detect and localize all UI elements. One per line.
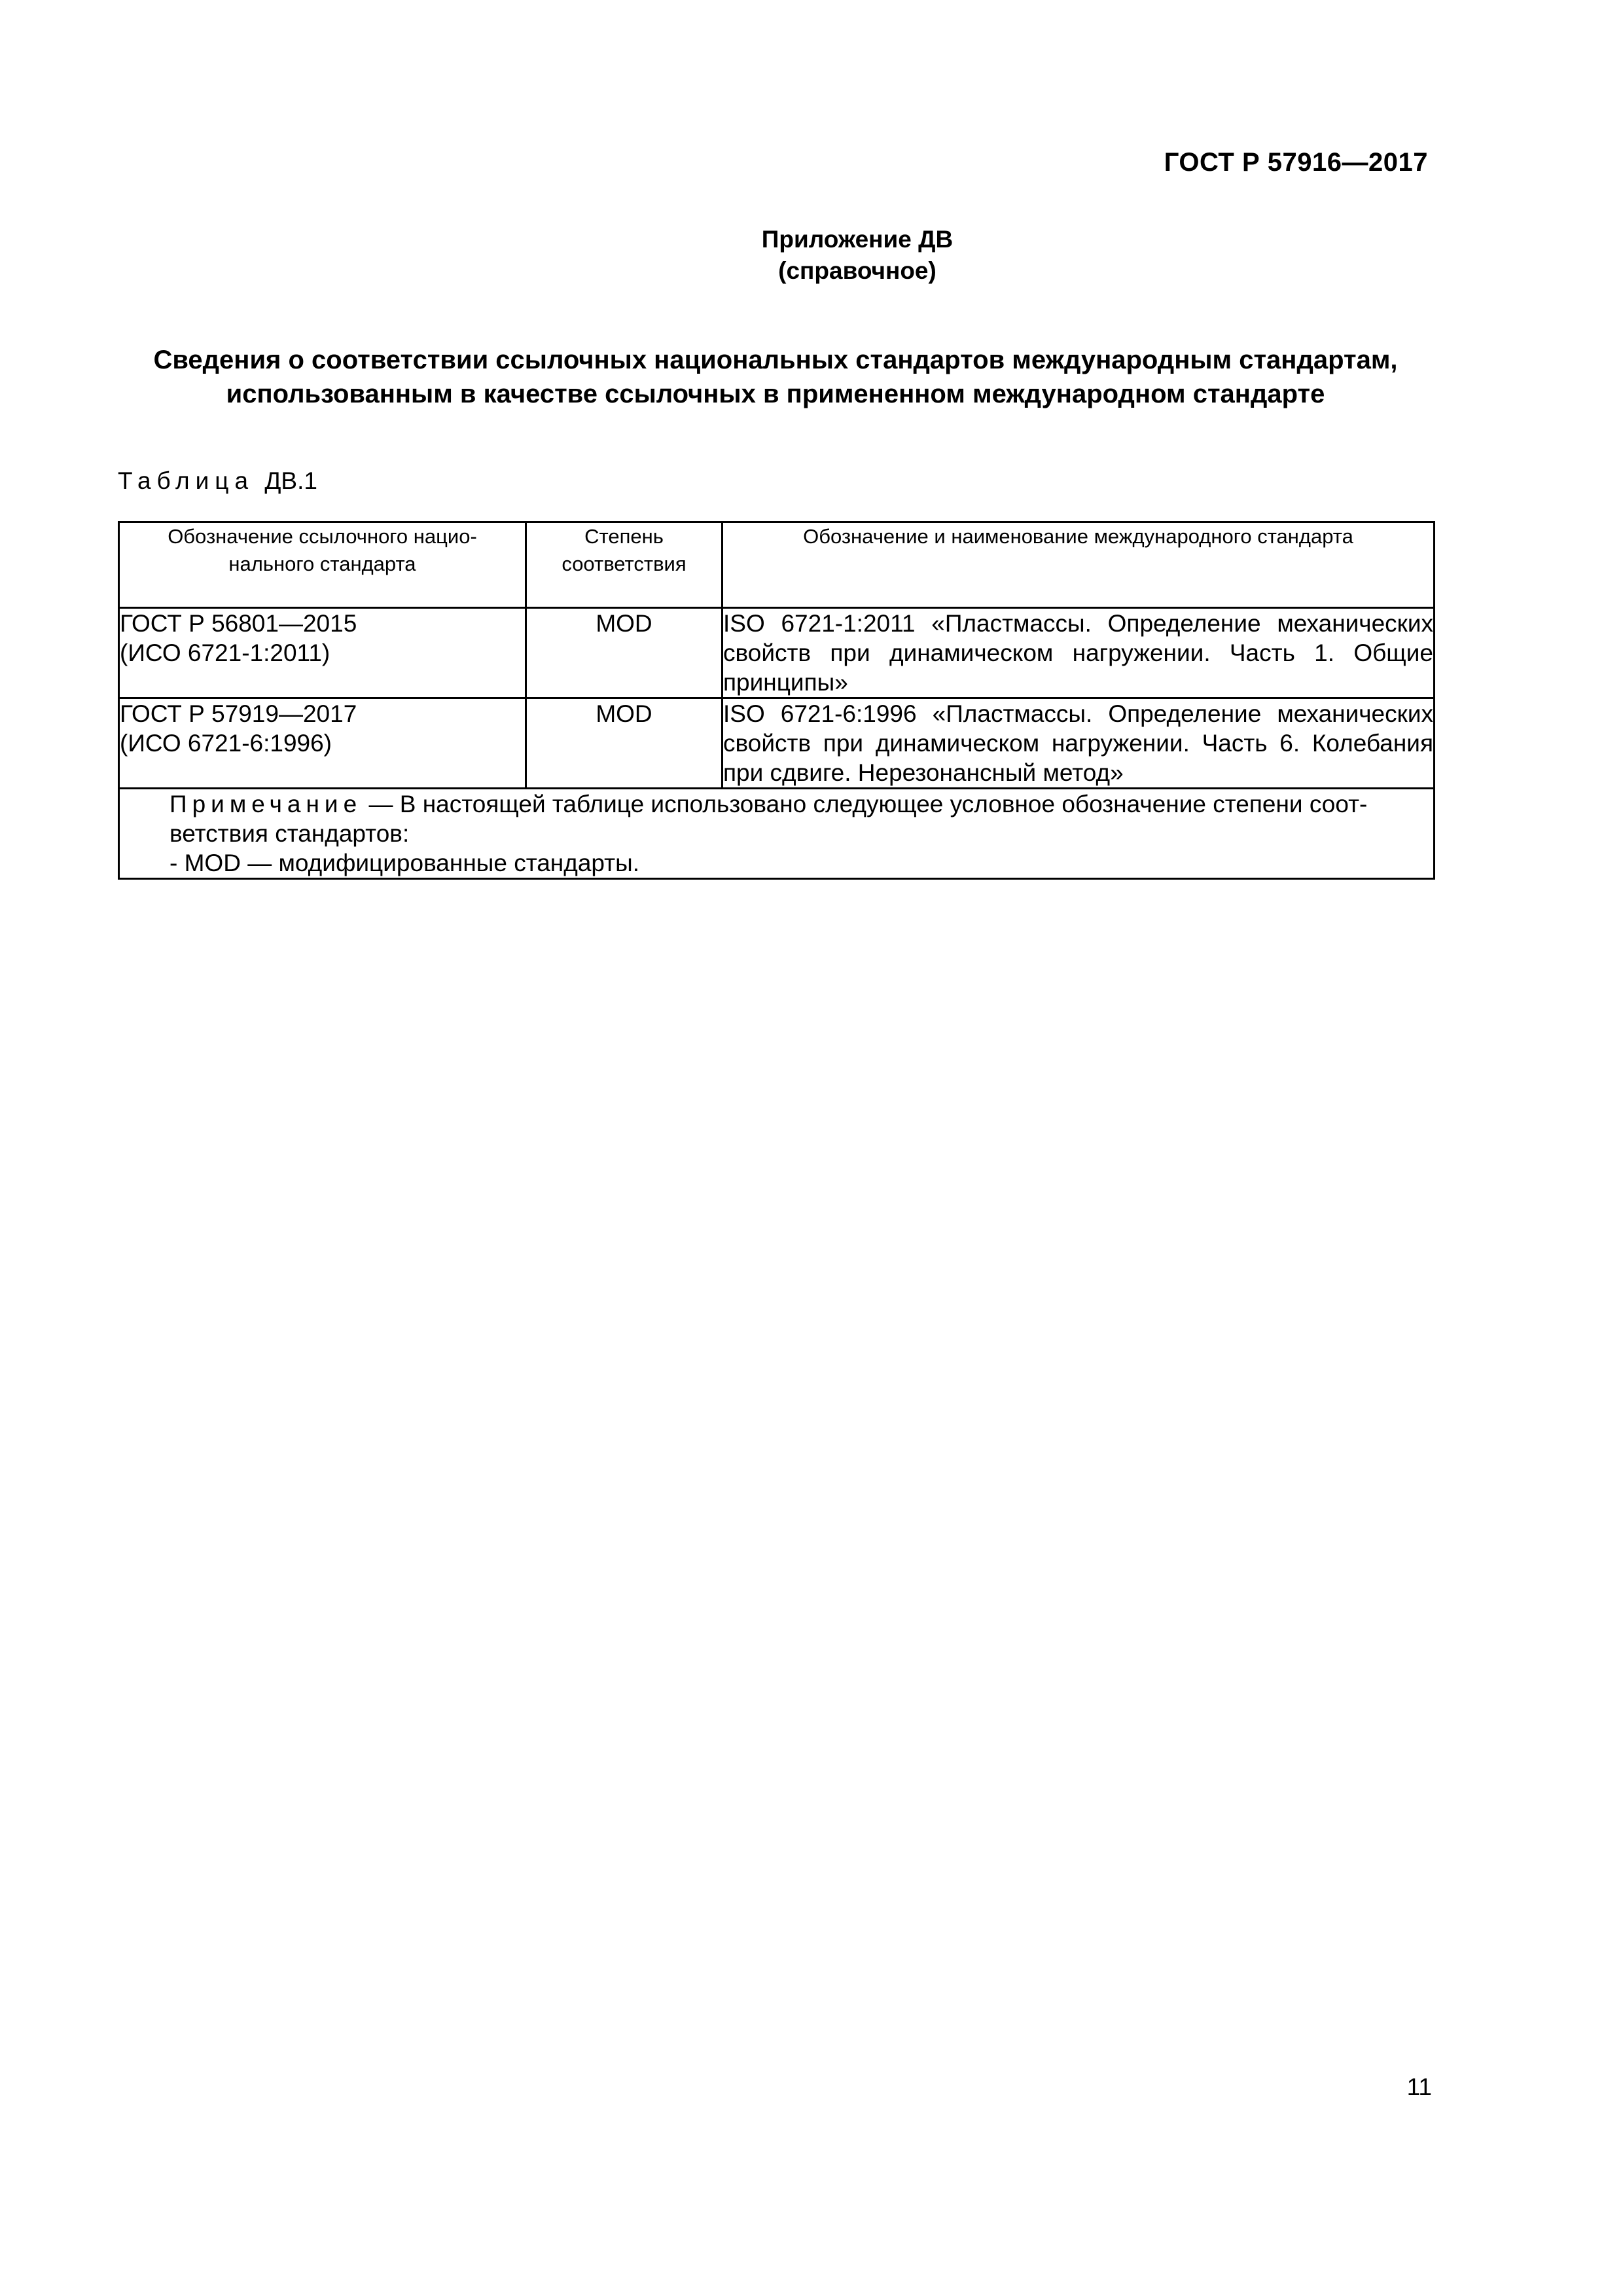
section-title-line-1: Сведения о соответствии ссылочных национальных стандартов международным стандартам,: [153, 346, 1398, 374]
international-standard-cell: ISO 6721-1:2011 «Пластмассы. Определение механических свойств при динамическом нагружении. Часть 1. Общие принципы»: [722, 608, 1435, 698]
table-caption-label: Таблица: [118, 467, 255, 494]
section-title: [118, 343, 1433, 411]
note-item: - MOD — модифицированные стандарты.: [169, 850, 639, 876]
note-text: [120, 789, 1433, 848]
table-note-row: [119, 789, 1435, 879]
document-code: ГОСТ Р 57916—2017: [1164, 148, 1428, 177]
table-row: [119, 608, 1435, 698]
national-standard-cell: ГОСТ Р 57919—2017 (ИСО 6721-6:1996): [119, 698, 526, 789]
table-note: [119, 789, 1435, 879]
header-international-standard: Обозначение и наименование международного стандарта: [722, 522, 1435, 608]
header-national-standard: Обозначение ссылочного нацио- нального стандарта: [119, 522, 526, 608]
table-caption-number: ДВ.1: [264, 467, 317, 494]
degree-cell: MOD: [526, 698, 722, 789]
table-header-row: [119, 522, 1435, 608]
note-label: Примечание: [169, 791, 363, 817]
degree-cell: MOD: [526, 608, 722, 698]
international-standard-cell: ISO 6721-6:1996 «Пластмассы. Определение механических свойств при динамическом нагружении. Часть 6. Колебания при сдвиге. Нерезонансный метод»: [722, 698, 1435, 789]
note-body: — В настоящей таблице использовано следующее условное обозначение степени соот-ветствия стандартов:: [169, 791, 1368, 847]
national-standard-cell: ГОСТ Р 56801—2015 (ИСО 6721-1:2011): [119, 608, 526, 698]
table-row: [119, 698, 1435, 789]
header-degree: Степень соответствия: [526, 522, 722, 608]
section-title-line-2: использованным в качестве ссылочных в примененном международном стандарте: [226, 380, 1325, 408]
table-caption: [118, 467, 317, 495]
appendix-title: Приложение ДВ: [761, 226, 954, 253]
appendix-heading: [0, 224, 1623, 287]
page-number: 11: [1406, 2073, 1432, 2100]
standards-table: [118, 521, 1435, 880]
appendix-subtitle: (справочное): [778, 257, 936, 284]
